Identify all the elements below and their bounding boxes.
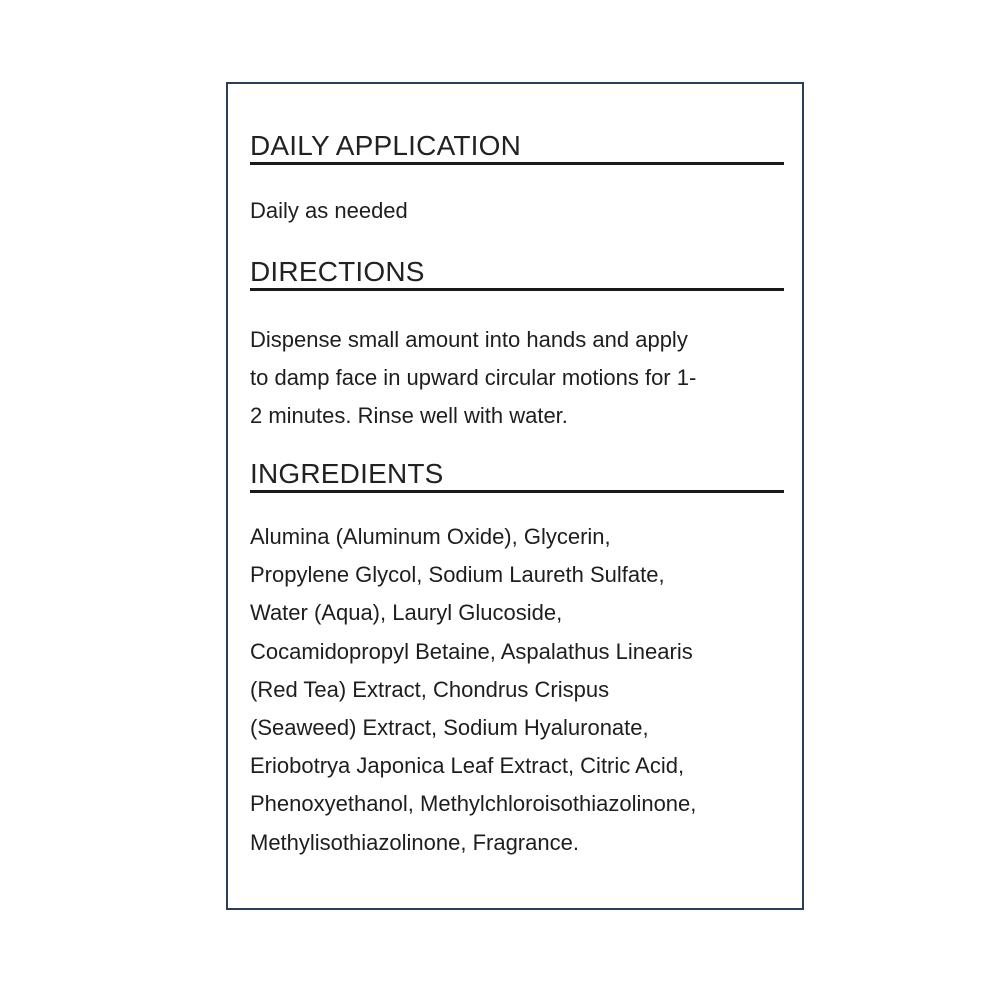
directions-heading: DIRECTIONS xyxy=(250,256,784,291)
directions-line: to damp face in upward circular motions for 1- xyxy=(250,365,697,390)
ingredients-line: Alumina (Aluminum Oxide), Glycerin, xyxy=(250,524,611,549)
daily-application-heading: DAILY APPLICATION xyxy=(250,130,784,165)
directions-line: Dispense small amount into hands and apply xyxy=(250,327,688,352)
ingredients-line: Methylisothiazolinone, Fragrance. xyxy=(250,829,579,855)
ingredients-line: Propylene Glycol, Sodium Laureth Sulfate, xyxy=(250,562,665,588)
ingredients-line: (Seaweed) Extract, Sodium Hyaluronate, xyxy=(250,715,649,741)
ingredients-heading: INGREDIENTS xyxy=(250,458,784,493)
directions-line: 2 minutes. Rinse well with water. xyxy=(250,403,568,428)
ingredients-line: Phenoxyethanol, Methylchloroisothiazolinone, xyxy=(250,791,697,817)
directions-text xyxy=(250,321,784,435)
product-label-card xyxy=(226,82,804,910)
ingredients-text xyxy=(250,518,784,862)
ingredients-line: (Red Tea) Extract, Chondrus Crispus xyxy=(250,676,610,702)
ingredients-line: Eriobotrya Japonica Leaf Extract, Citric Acid, xyxy=(250,753,685,779)
daily-application-text: Daily as needed xyxy=(250,198,408,223)
ingredients-line: Water (Aqua), Lauryl Glucoside, xyxy=(250,600,563,626)
ingredients-line: Cocamidopropyl Betaine, Aspalathus Linearis xyxy=(250,638,693,664)
